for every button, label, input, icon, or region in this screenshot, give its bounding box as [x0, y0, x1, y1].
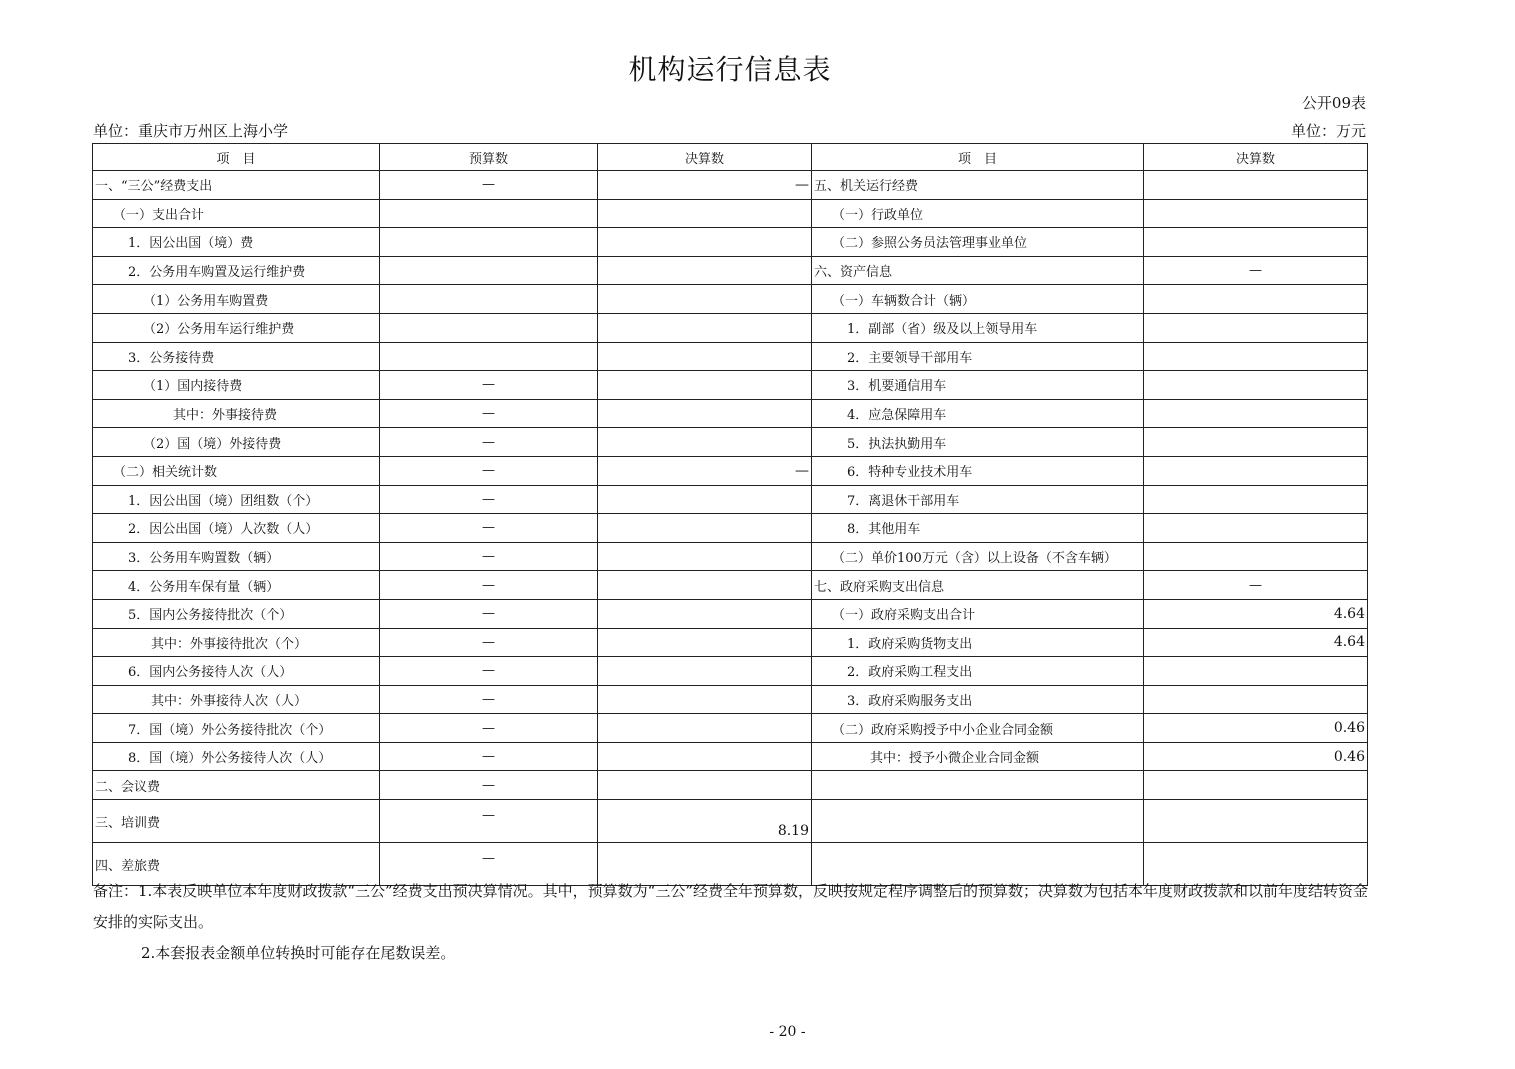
table-row [93, 599, 1368, 628]
left-item-cell: 5．国内公务接待批次（个） [93, 599, 380, 628]
right-item-cell: （二）政府采购授予中小企业合同金额 [812, 714, 1144, 743]
right-item-cell: （一）车辆数合计（辆） [812, 285, 1144, 314]
final-right-cell [1144, 342, 1368, 371]
table-row [93, 800, 1368, 843]
table-row [93, 714, 1368, 743]
final-right-cell [1144, 456, 1368, 485]
left-item-cell: （2）国（境）外接待费 [93, 428, 380, 457]
budget-cell: — [380, 485, 598, 514]
right-item-cell: 七、政府采购支出信息 [812, 571, 1144, 600]
info-table [92, 143, 1368, 886]
left-item-cell: 4．公务用车保有量（辆） [93, 571, 380, 600]
right-item-cell [812, 771, 1144, 800]
table-row [93, 542, 1368, 571]
right-item-cell: 六、资产信息 [812, 256, 1144, 285]
final-right-cell [1144, 771, 1368, 800]
right-item-cell: 3．机要通信用车 [812, 371, 1144, 400]
right-item-cell: 6．特种专业技术用车 [812, 456, 1144, 485]
table-row [93, 285, 1368, 314]
final-right-cell [1144, 171, 1368, 200]
table-row [93, 571, 1368, 600]
table-row [93, 256, 1368, 285]
right-item-cell: （一）政府采购支出合计 [812, 599, 1144, 628]
final-right-cell: — [1144, 256, 1368, 285]
final-left-cell [598, 342, 812, 371]
left-item-cell: （2）公务用车运行维护费 [93, 313, 380, 342]
budget-cell [380, 199, 598, 228]
budget-cell: — [380, 542, 598, 571]
left-item-cell: （一）支出合计 [93, 199, 380, 228]
final-left-cell [598, 199, 812, 228]
budget-cell [380, 342, 598, 371]
final-left-cell: 8.19 [598, 800, 812, 843]
left-item-cell: （1）公务用车购置费 [93, 285, 380, 314]
final-left-cell [598, 371, 812, 400]
final-right-cell [1144, 485, 1368, 514]
table-row [93, 342, 1368, 371]
header-final-left: 决算数 [598, 144, 812, 171]
budget-cell: — [380, 714, 598, 743]
final-left-cell [598, 771, 812, 800]
table-row [93, 771, 1368, 800]
right-item-cell: 7．离退休干部用车 [812, 485, 1144, 514]
header-budget: 预算数 [380, 144, 598, 171]
right-item-cell: 8．其他用车 [812, 514, 1144, 543]
final-left-cell [598, 657, 812, 686]
budget-cell: — [380, 771, 598, 800]
left-item-cell: （二）相关统计数 [93, 456, 380, 485]
table-row [93, 657, 1368, 686]
header-final-right: 决算数 [1144, 144, 1368, 171]
final-right-cell [1144, 800, 1368, 843]
table-row [93, 628, 1368, 657]
budget-cell: — [380, 685, 598, 714]
final-right-cell [1144, 285, 1368, 314]
final-left-cell: — [598, 456, 812, 485]
budget-cell: — [380, 628, 598, 657]
final-right-cell [1144, 657, 1368, 686]
left-item-cell: 其中：外事接待人次（人） [93, 685, 380, 714]
left-item-cell: 其中：外事接待费 [93, 399, 380, 428]
header-item-left: 项 目 [93, 144, 380, 171]
final-right-cell [1144, 399, 1368, 428]
currency-unit: 单位：万元 [1290, 122, 1366, 140]
budget-cell: — [380, 399, 598, 428]
table-row [93, 428, 1368, 457]
table-row [93, 742, 1368, 771]
right-item-cell: 4．应急保障用车 [812, 399, 1144, 428]
final-left-cell [598, 542, 812, 571]
final-right-cell: — [1144, 571, 1368, 600]
form-number: 公开09表 [1301, 94, 1366, 112]
left-item-cell: 1．因公出国（境）团组数（个） [93, 485, 380, 514]
budget-cell: — [380, 456, 598, 485]
budget-cell: — [380, 371, 598, 400]
left-item-cell: 6．国内公务接待人次（人） [93, 657, 380, 686]
final-left-cell [598, 428, 812, 457]
left-item-cell: 2．公务用车购置及运行维护费 [93, 256, 380, 285]
right-item-cell: 5．执法执勤用车 [812, 428, 1144, 457]
right-item-cell: 2．主要领导干部用车 [812, 342, 1144, 371]
right-item-cell: （一）行政单位 [812, 199, 1144, 228]
left-item-cell: 3．公务接待费 [93, 342, 380, 371]
final-left-cell [598, 256, 812, 285]
left-item-cell: 一、“三公”经费支出 [93, 171, 380, 200]
final-left-cell [598, 599, 812, 628]
final-left-cell [598, 742, 812, 771]
budget-cell [380, 256, 598, 285]
final-right-cell: 0.46 [1144, 714, 1368, 743]
left-item-cell: 三、培训费 [93, 800, 380, 843]
final-left-cell [598, 399, 812, 428]
table-row [93, 313, 1368, 342]
final-left-cell [598, 628, 812, 657]
right-item-cell: （二）单价100万元（含）以上设备（不含车辆） [812, 542, 1144, 571]
final-right-cell [1144, 199, 1368, 228]
budget-cell: — [380, 428, 598, 457]
final-left-cell: — [598, 171, 812, 200]
budget-cell [380, 285, 598, 314]
left-item-cell: 8．国（境）外公务接待人次（人） [93, 742, 380, 771]
final-right-cell: 4.64 [1144, 599, 1368, 628]
table-row [93, 171, 1368, 200]
budget-cell: — [380, 514, 598, 543]
final-right-cell [1144, 542, 1368, 571]
table-row [93, 199, 1368, 228]
final-left-cell [598, 714, 812, 743]
right-item-cell [812, 800, 1144, 843]
final-right-cell [1144, 371, 1368, 400]
note-line-3: 2.本套报表金额单位转换时可能存在尾数误差。 [141, 944, 456, 962]
final-right-cell [1144, 685, 1368, 714]
budget-cell [380, 228, 598, 257]
final-left-cell [598, 685, 812, 714]
right-item-cell: 1．政府采购货物支出 [812, 628, 1144, 657]
table-row [93, 514, 1368, 543]
final-right-cell [1144, 228, 1368, 257]
right-item-cell: 1．副部（省）级及以上领导用车 [812, 313, 1144, 342]
budget-cell: — [380, 171, 598, 200]
note-line-2: 安排的实际支出。 [93, 913, 214, 931]
left-item-cell: 3．公务用车购置数（辆） [93, 542, 380, 571]
table-title: 机构运行信息表 [628, 53, 832, 86]
final-right-cell [1144, 313, 1368, 342]
budget-cell: — [380, 599, 598, 628]
right-item-cell: 五、机关运行经费 [812, 171, 1144, 200]
final-right-cell: 4.64 [1144, 628, 1368, 657]
right-item-cell: （二）参照公务员法管理事业单位 [812, 228, 1144, 257]
budget-cell [380, 313, 598, 342]
left-item-cell: （1）国内接待费 [93, 371, 380, 400]
left-item-cell: 其中：外事接待批次（个） [93, 628, 380, 657]
final-left-cell [598, 485, 812, 514]
table-row [93, 456, 1368, 485]
organization-unit: 单位：重庆市万州区上海小学 [93, 122, 289, 140]
table-row [93, 485, 1368, 514]
table-row [93, 399, 1368, 428]
final-left-cell [598, 571, 812, 600]
notes [93, 876, 1478, 969]
final-left-cell [598, 514, 812, 543]
right-item-cell: 2．政府采购工程支出 [812, 657, 1144, 686]
table-row [93, 371, 1368, 400]
page-number: - 20 - [769, 1024, 806, 1040]
table-row [93, 228, 1368, 257]
note-line-1: 备注：1.本表反映单位本年度财政拨款“三公”经费支出预决算情况。其中，预算数为“三公”经费全年预算数，反映按规定程序调整后的预算数；决算数为包括本年度财政拨款和以前年度结转资金 [93, 882, 1368, 900]
left-item-cell: 2．因公出国（境）人次数（人） [93, 514, 380, 543]
left-item-cell: 1．因公出国（境）费 [93, 228, 380, 257]
final-right-cell [1144, 514, 1368, 543]
final-right-cell: 0.46 [1144, 742, 1368, 771]
final-left-cell [598, 313, 812, 342]
left-item-cell: 二、会议费 [93, 771, 380, 800]
final-left-cell [598, 228, 812, 257]
right-item-cell: 其中：授予小微企业合同金额 [812, 742, 1144, 771]
budget-cell: — [380, 571, 598, 600]
budget-cell: — [380, 843, 598, 886]
left-item-cell: 四、差旅费 [93, 843, 380, 886]
table-row [93, 685, 1368, 714]
budget-cell: — [380, 657, 598, 686]
header-item-right: 项 目 [812, 144, 1144, 171]
table-header-row [93, 144, 1368, 171]
final-left-cell [598, 285, 812, 314]
left-item-cell: 7．国（境）外公务接待批次（个） [93, 714, 380, 743]
final-right-cell [1144, 428, 1368, 457]
budget-cell: — [380, 800, 598, 843]
budget-cell: — [380, 742, 598, 771]
right-item-cell: 3．政府采购服务支出 [812, 685, 1144, 714]
